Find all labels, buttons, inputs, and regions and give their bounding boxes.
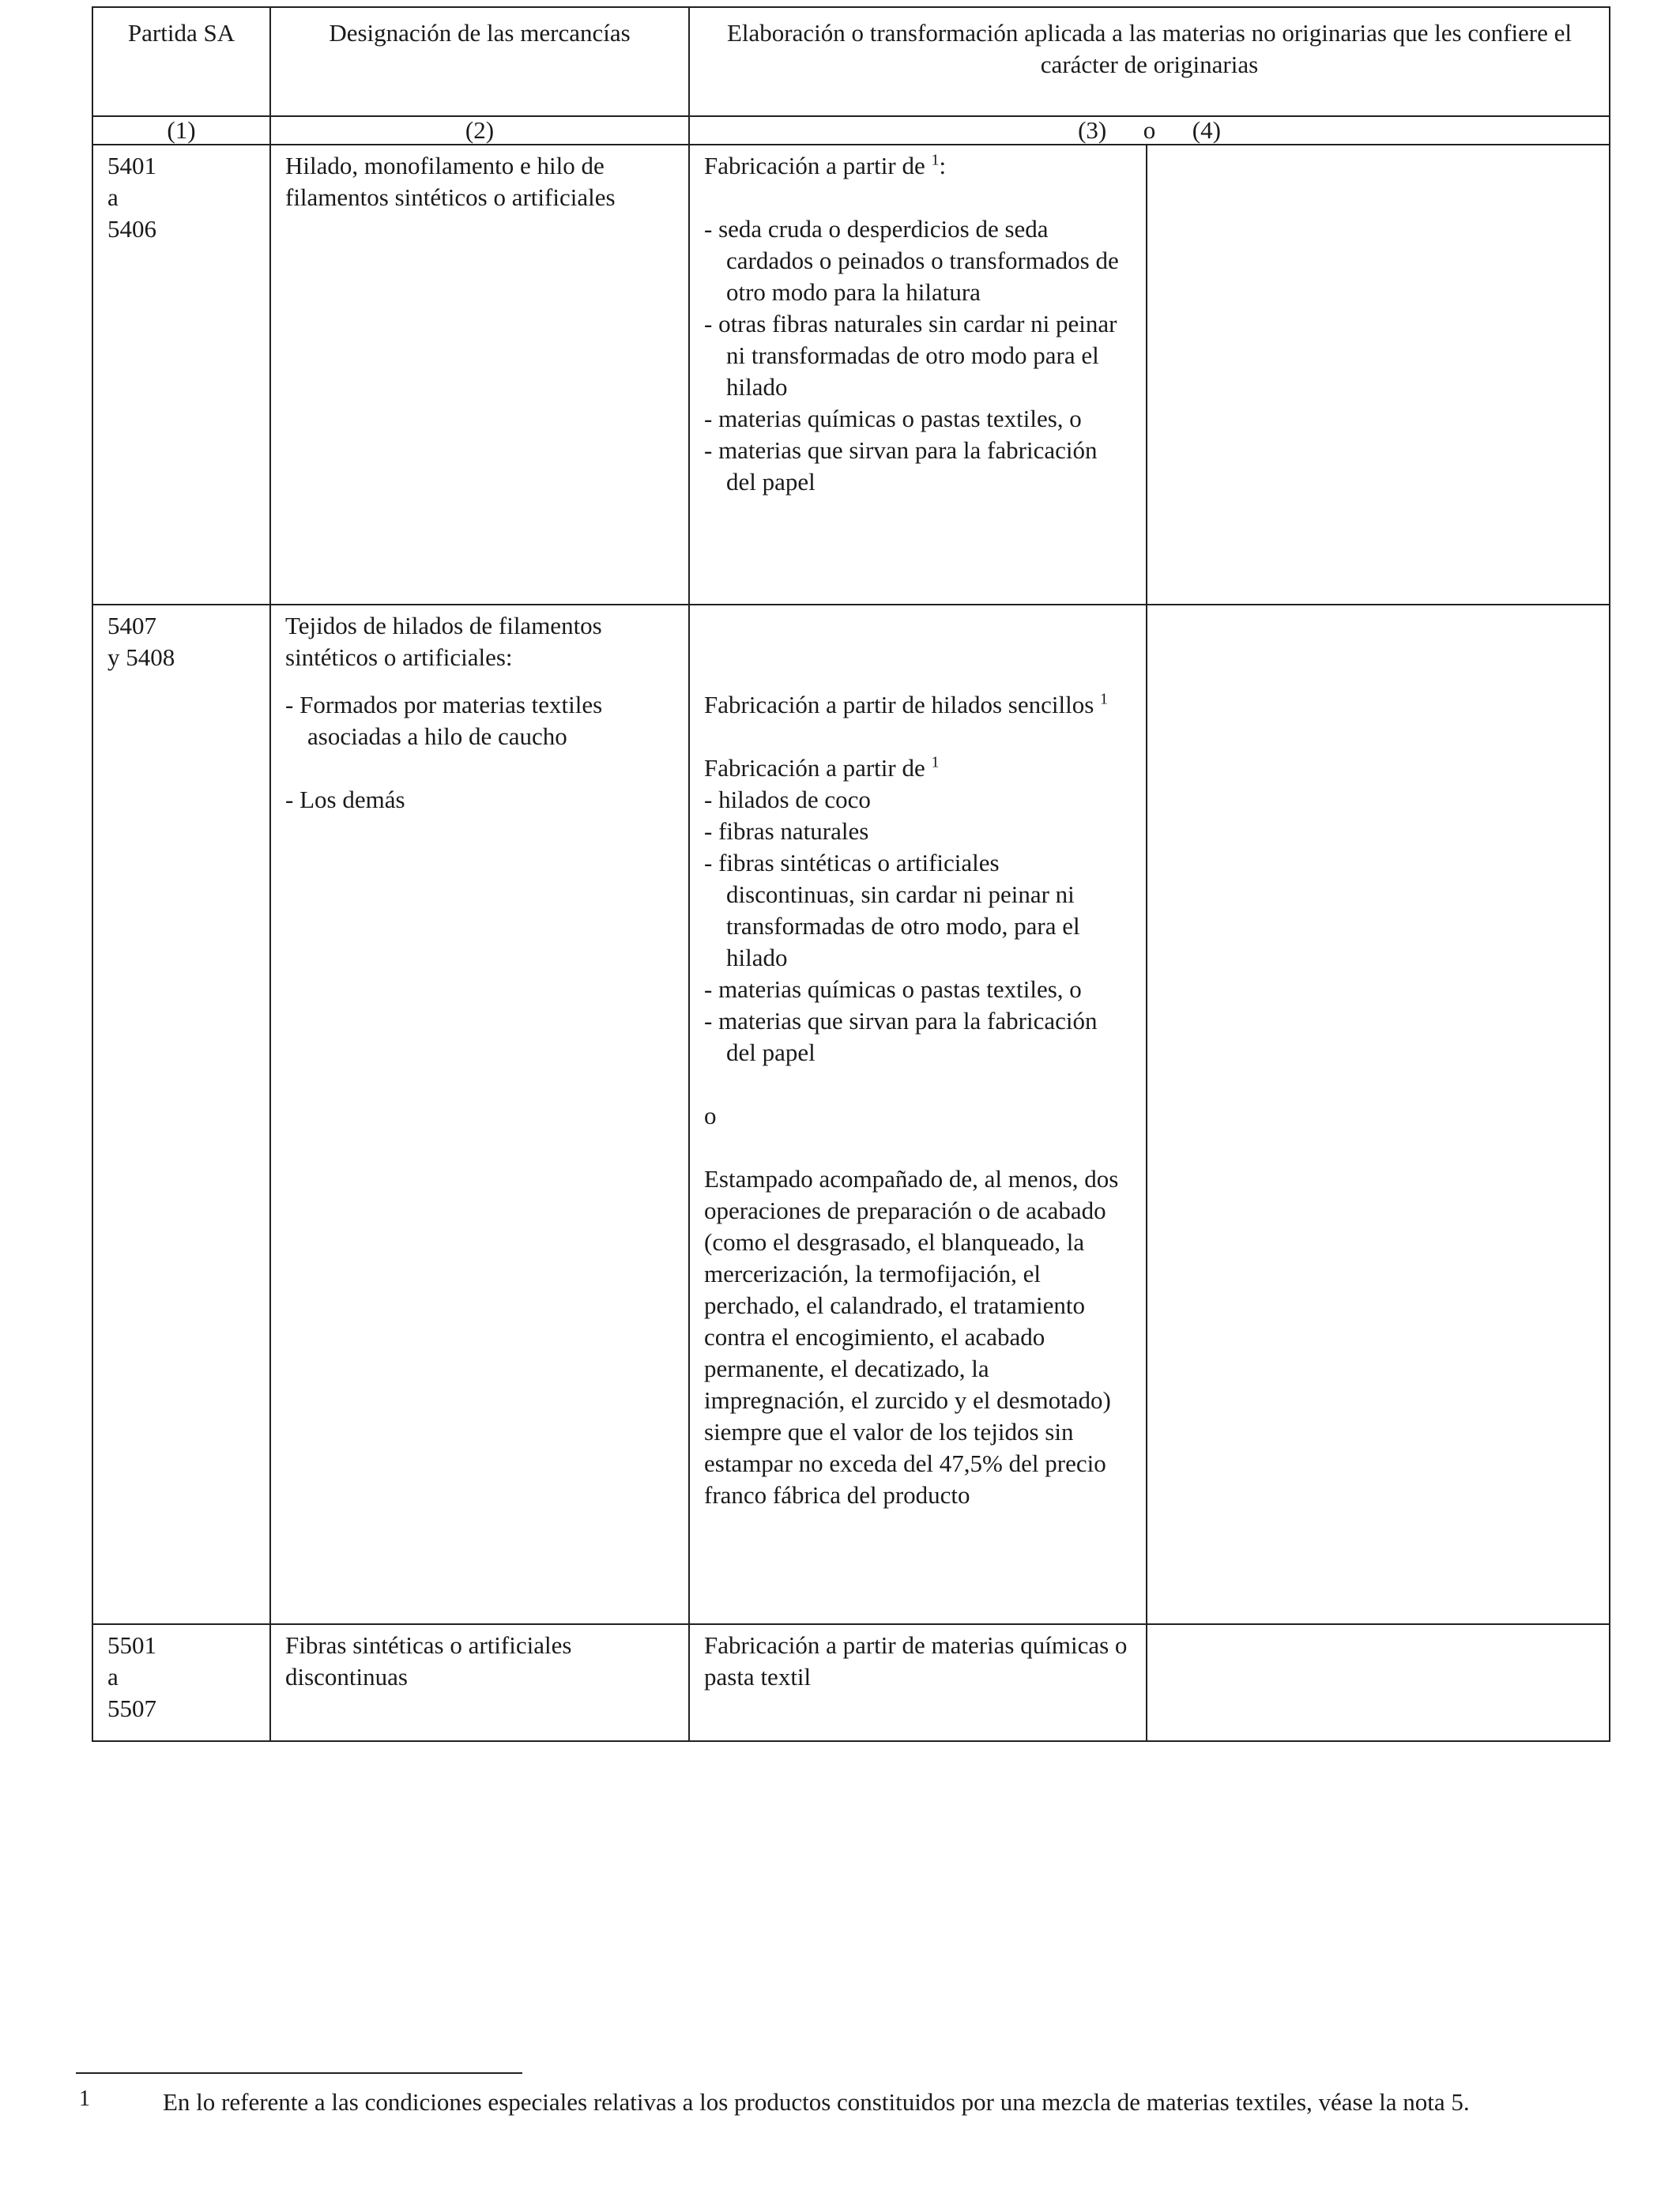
row1-code-line: a: [107, 183, 119, 211]
row2-code-line: y 5408: [107, 643, 175, 671]
table-row: [92, 1624, 1610, 1741]
list-item: - materias químicas o pastas textiles, o: [704, 975, 1082, 1003]
list-item: - hilados de coco: [704, 786, 871, 813]
row1-intro-colon: :: [939, 152, 947, 179]
header-row: [92, 7, 1610, 116]
row1-code-line: 5401: [107, 152, 156, 179]
row2-sub2-intro-text: Fabricación a partir de: [704, 754, 932, 782]
row1-code: [92, 145, 270, 605]
spacer: [285, 673, 674, 689]
column-number-3-4-label: (3) o (4): [1078, 116, 1221, 144]
column-number-3-4: [689, 116, 1610, 145]
row2-sub2-intro: [704, 752, 1132, 784]
row2-alt-rule: [1147, 605, 1610, 1624]
list-item: - materias que sirvan para la fabricación del papel: [704, 436, 1098, 496]
list-item: - seda cruda o desperdicios de seda cardados o peinados o transformados de otro modo para la hilatura: [704, 215, 1119, 306]
footnote-ref: 1: [931, 151, 940, 169]
row2-sub1-desc: - Formados por materias textiles asociadas a hilo de caucho: [285, 691, 603, 750]
row1-intro-text: Fabricación a partir de: [704, 152, 932, 179]
column-number-2: (2): [270, 116, 689, 145]
row1-code-line: 5406: [107, 215, 156, 243]
footnote-ref: 1: [1100, 690, 1109, 708]
row3-code-line: a: [107, 1663, 119, 1691]
footnote-separator: [76, 2072, 522, 2074]
row2-code: [92, 605, 270, 1624]
spacer: [704, 721, 1132, 752]
list-item: - materias químicas o pastas textiles, o: [704, 405, 1082, 432]
row3-code-line: 5507: [107, 1695, 156, 1722]
row1-designation: Hilado, monofilamento e hilo de filamentos sintéticos o artificiales: [270, 145, 689, 605]
row2-designation-title: Tejidos de hilados de filamentos sintéticos o artificiales:: [285, 612, 602, 671]
spacer: [704, 610, 1132, 689]
row3-designation: Fibras sintéticas o artificiales discontinuas: [270, 1624, 689, 1741]
table-row: [92, 605, 1610, 1624]
row2-code-line: 5407: [107, 612, 156, 639]
header-elaboracion: Elaboración o transformación aplicada a las materias no originarias que les confiere el carácter de originarias: [689, 7, 1610, 116]
header-partida: Partida SA: [92, 7, 270, 116]
row1-rule: [689, 145, 1147, 605]
row3-rule: Fabricación a partir de materias químicas o pasta textil: [689, 1624, 1147, 1741]
row2-sub2-desc: - Los demás: [285, 786, 405, 813]
footnote-ref: 1: [931, 753, 940, 771]
spacer: [704, 182, 1132, 213]
row1-alt-rule: [1147, 145, 1610, 605]
row2-sub1-rule-text: Fabricación a partir de hilados sencillos: [704, 691, 1101, 718]
table-row: [92, 145, 1610, 605]
spacer: [704, 1069, 1132, 1100]
footnote-text: En lo referente a las condiciones especiales relativas a los productos constituidos por una mezcla de materias textiles, véase la nota 5.: [163, 2088, 1470, 2116]
row2-rule: [689, 605, 1147, 1624]
row3-alt-rule: [1147, 1624, 1610, 1741]
column-number-row: [92, 116, 1610, 145]
row3-code: [92, 1624, 270, 1741]
rules-table: [92, 6, 1610, 1742]
column-number-1: (1): [92, 116, 270, 145]
row1-rule-intro: [704, 150, 1132, 182]
list-item: - fibras naturales: [704, 817, 869, 845]
row3-code-line: 5501: [107, 1631, 156, 1659]
row2-sub1-rule: [704, 689, 1132, 721]
list-item: - materias que sirvan para la fabricación del papel: [704, 1007, 1098, 1066]
row2-or: o: [704, 1102, 717, 1129]
row2-designation: [270, 605, 689, 1624]
header-designacion: Designación de las mercancías: [270, 7, 689, 116]
list-item: - fibras sintéticas o artificiales discontinuas, sin cardar ni peinar ni transformadas de otro modo, para el hilado: [704, 849, 1080, 971]
footnote-mark: 1: [79, 2087, 90, 2111]
spacer: [285, 752, 674, 784]
spacer: [704, 1132, 1132, 1163]
list-item: - otras fibras naturales sin cardar ni peinar ni transformadas de otro modo para el hilado: [704, 310, 1117, 401]
row2-alt-text: Estampado acompañado de, al menos, dos operaciones de preparación o de acabado (como el desgrasado, el blanqueado, la mercerización, la termofijación, el perchado, el calandrado, el tratamiento contra el encogimiento, el acabado permanente, el decatizado, la impregnación, el zurcido y el desmotado) siempre que el valor de los tejidos sin estampar no exceda del 47,5% del precio franco fábrica del producto: [704, 1165, 1119, 1509]
